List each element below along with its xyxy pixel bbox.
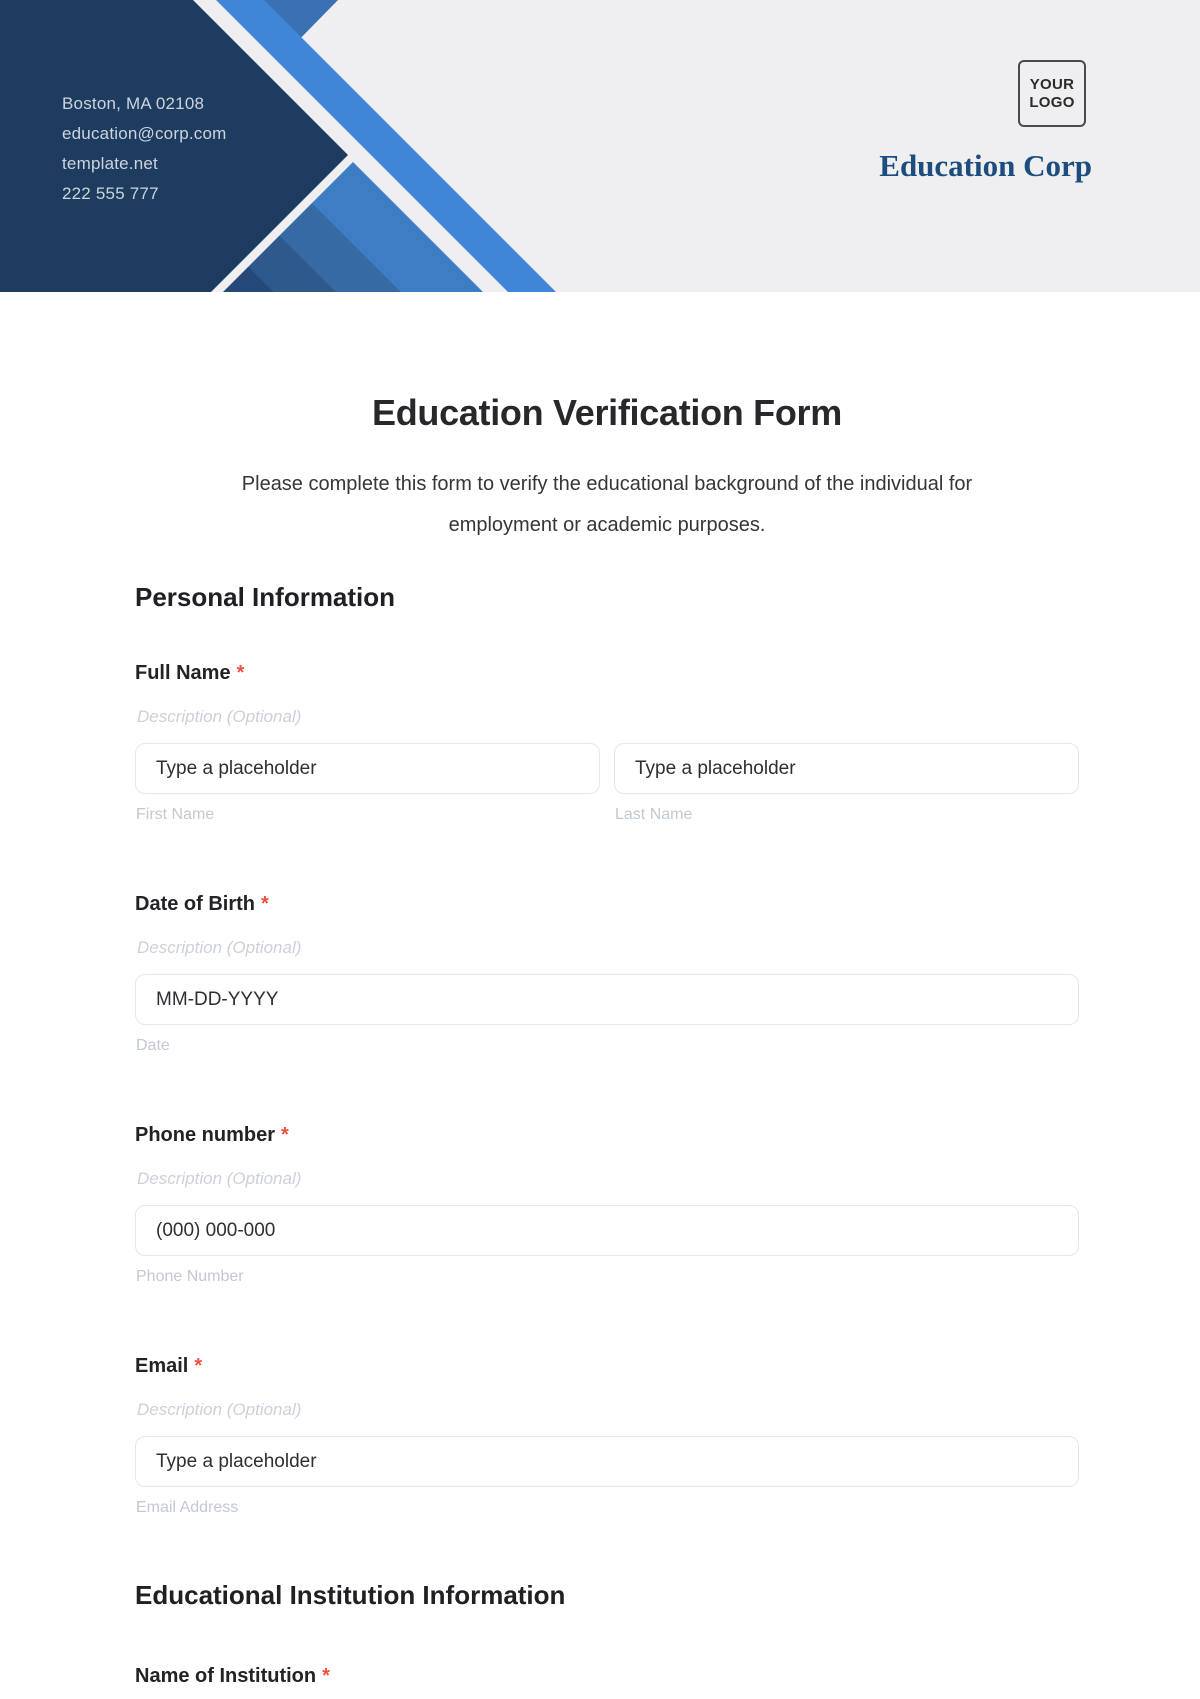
email-input[interactable] <box>135 1436 1079 1487</box>
section-heading-personal-information: Personal Information <box>135 582 396 612</box>
email-input-row <box>135 1436 1079 1518</box>
required-asterisk: * <box>322 1665 330 1687</box>
contact-info <box>62 89 227 209</box>
date-of-birth-input[interactable] <box>135 974 1079 1025</box>
company-name: Education Corp <box>879 148 1092 183</box>
phone-column <box>135 1205 1079 1287</box>
full-name-label-text: Full Name <box>135 662 231 684</box>
full-name-description: Description (Optional) <box>137 707 302 726</box>
first-name-input[interactable] <box>135 743 600 794</box>
required-asterisk: * <box>194 1355 203 1377</box>
required-asterisk: * <box>281 1124 289 1146</box>
contact-email: education@corp.com <box>62 124 227 143</box>
full-name-input-row <box>135 743 1079 825</box>
logo-text-line1: YOUR <box>1029 75 1075 93</box>
logo-text-line2: LOGO <box>1029 93 1075 111</box>
email-label <box>135 1353 1079 1379</box>
email-description: Description (Optional) <box>137 1400 302 1419</box>
first-name-column <box>135 743 600 825</box>
section-heading-educational-institution: Educational Institution Information <box>135 1580 566 1610</box>
date-of-birth-input-row <box>135 974 1079 1056</box>
name-of-institution-label-text: Name of Institution <box>135 1665 317 1687</box>
page-title: Education Verification Form <box>372 392 842 433</box>
required-asterisk: * <box>261 893 269 915</box>
phone-number-sublabel: Phone Number <box>136 1268 244 1285</box>
required-asterisk: * <box>236 662 245 684</box>
full-name-label <box>135 660 1079 686</box>
page-subtitle: Please complete this form to verify the educational background of the individual for employment or academic purposes. <box>241 473 973 536</box>
date-of-birth-label <box>135 891 1079 917</box>
logo-placeholder <box>1018 60 1086 127</box>
first-name-sublabel: First Name <box>136 806 215 823</box>
name-of-institution-label <box>135 1663 1079 1689</box>
field-email <box>135 1353 1079 1518</box>
header-banner <box>0 0 1200 292</box>
date-of-birth-description: Description (Optional) <box>137 938 302 957</box>
phone-number-label <box>135 1122 1079 1148</box>
phone-number-input[interactable] <box>135 1205 1079 1256</box>
date-sublabel: Date <box>136 1037 170 1054</box>
last-name-sublabel: Last Name <box>615 806 693 823</box>
field-name-of-institution <box>135 1663 1079 1689</box>
field-phone-number <box>135 1122 1079 1287</box>
contact-phone: 222 555 777 <box>62 184 159 203</box>
date-column <box>135 974 1079 1056</box>
field-full-name <box>135 660 1079 825</box>
form-content <box>135 292 1079 1689</box>
contact-website: template.net <box>62 154 158 173</box>
contact-address: Boston, MA 02108 <box>62 94 205 113</box>
last-name-column <box>614 743 1079 825</box>
email-address-sublabel: Email Address <box>136 1499 239 1516</box>
email-label-text: Email <box>135 1355 189 1377</box>
phone-number-description: Description (Optional) <box>137 1169 302 1188</box>
phone-number-input-row <box>135 1205 1079 1287</box>
last-name-input[interactable] <box>614 743 1079 794</box>
phone-number-label-text: Phone number <box>135 1124 276 1146</box>
date-of-birth-label-text: Date of Birth <box>135 893 255 915</box>
field-date-of-birth <box>135 891 1079 1056</box>
email-column <box>135 1436 1079 1518</box>
